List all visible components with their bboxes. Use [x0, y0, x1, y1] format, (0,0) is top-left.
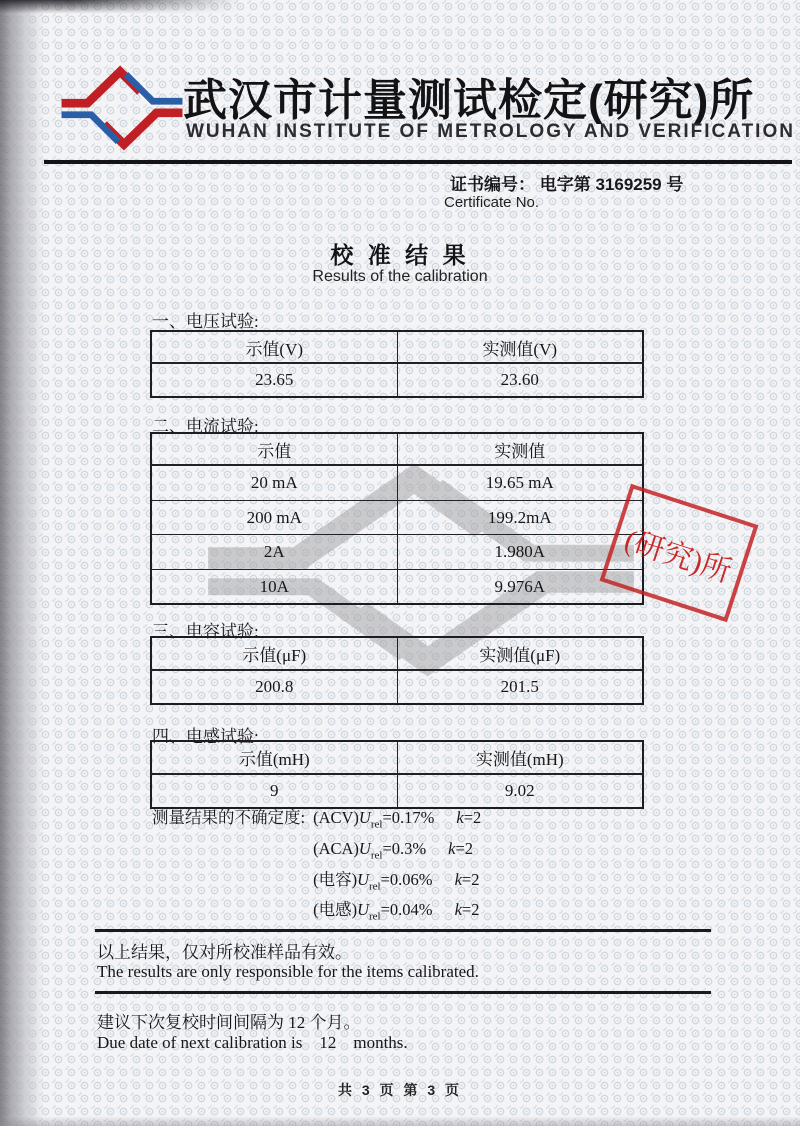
section-heading-voltage: 一、电压试验:	[152, 312, 259, 331]
recalibration-note-cn: 建议下次复校时间间隔为 12 个月。	[97, 1013, 361, 1032]
column-header: 实测值(mH)	[397, 741, 643, 774]
org-title-cn: 武汉市计量测试检定(研究)所	[183, 76, 755, 125]
scan-edge-left	[0, 0, 44, 1126]
table-row	[151, 774, 643, 808]
table-header-row	[151, 433, 643, 465]
column-header: 示值(mH)	[151, 741, 397, 774]
table-cell: 9.976A	[397, 570, 643, 605]
column-header: 实测值	[397, 433, 643, 465]
section-heading-current: 二、电流试验:	[152, 417, 259, 436]
table-cell: 200.8	[151, 670, 397, 704]
section-heading-capacitance: 三、电容试验:	[152, 622, 259, 641]
table-cell: 20 mA	[151, 465, 397, 501]
scan-edge-top	[0, 0, 240, 16]
table-cell: 23.65	[151, 363, 397, 397]
table-cell: 199.2mA	[397, 501, 643, 535]
table-header-row	[151, 741, 643, 774]
table-header-row	[151, 331, 643, 363]
org-title-en: WUHAN INSTITUTE OF METROLOGY AND VERIFICATION	[186, 121, 795, 142]
table-row	[151, 363, 643, 397]
uncertainty-label: 测量结果的不确定度:	[152, 808, 306, 827]
table-row	[151, 670, 643, 704]
uncertainty-list	[313, 806, 481, 929]
page-number: 共 3 页 第 3 页	[337, 1082, 463, 1098]
validity-note-en: The results are only responsible for the items calibrated.	[97, 962, 479, 981]
column-header: 示值	[151, 433, 397, 465]
capacitance-table	[150, 636, 644, 705]
table-cell: 23.60	[397, 363, 643, 397]
header-divider	[44, 160, 792, 164]
current-table	[150, 432, 644, 605]
table-row	[151, 570, 643, 605]
table-cell: 9	[151, 774, 397, 808]
column-header: 示值(V)	[151, 331, 397, 363]
uncertainty-item: $(ACV)U_{rel}=0.17\%$ k=2	[313, 808, 482, 831]
table-cell: 2A	[151, 535, 397, 570]
voltage-table	[150, 330, 644, 398]
column-header: 示值(μF)	[151, 637, 397, 670]
table-row	[151, 465, 643, 501]
scan-edge-bottom	[0, 1116, 800, 1126]
certificate-number-label-en: Certificate No.	[444, 194, 540, 211]
table-header-row	[151, 637, 643, 670]
table-cell: 200 mA	[151, 501, 397, 535]
table-cell: 10A	[151, 570, 397, 605]
certificate-number-label: 证书编号：	[450, 175, 535, 194]
page-title-cn: 校 准 结 果	[330, 242, 470, 268]
certificate-number-line	[450, 170, 683, 195]
column-header: 实测值(V)	[397, 331, 643, 363]
certificate-number-value: 电字第 3169259 号	[539, 175, 684, 194]
table-row	[151, 535, 643, 570]
inductance-table	[150, 740, 644, 809]
stamp-text: (研究)所	[620, 523, 736, 590]
recalibration-note-en: Due date of next calibration is 12 months.	[97, 1033, 408, 1052]
uncertainty-item: (电感)$U_{rel}=0.04\%$ k=2	[313, 900, 480, 923]
table-cell: 19.65 mA	[397, 465, 643, 501]
org-logo-icon	[56, 60, 188, 156]
section-heading-inductance: 四、电感试验:	[152, 727, 259, 746]
table-cell: 201.5	[397, 670, 643, 704]
uncertainty-item: (电容)$U_{rel}=0.06\%$ k=2	[313, 869, 480, 892]
table-cell: 1.980A	[397, 535, 643, 570]
column-header: 实测值(μF)	[397, 637, 643, 670]
table-row	[151, 501, 643, 535]
uncertainty-item: $(ACA)U_{rel}=0.3\%$ k=2	[313, 838, 474, 862]
uncertainty-block	[152, 806, 481, 929]
table-cell: 9.02	[397, 774, 643, 808]
validity-note-cn: 以上结果，仅对所校准样品有效。	[97, 943, 352, 962]
note-divider-bottom	[95, 991, 711, 994]
note-divider-top	[95, 929, 711, 932]
page-title-en: Results of the calibration	[312, 268, 488, 285]
